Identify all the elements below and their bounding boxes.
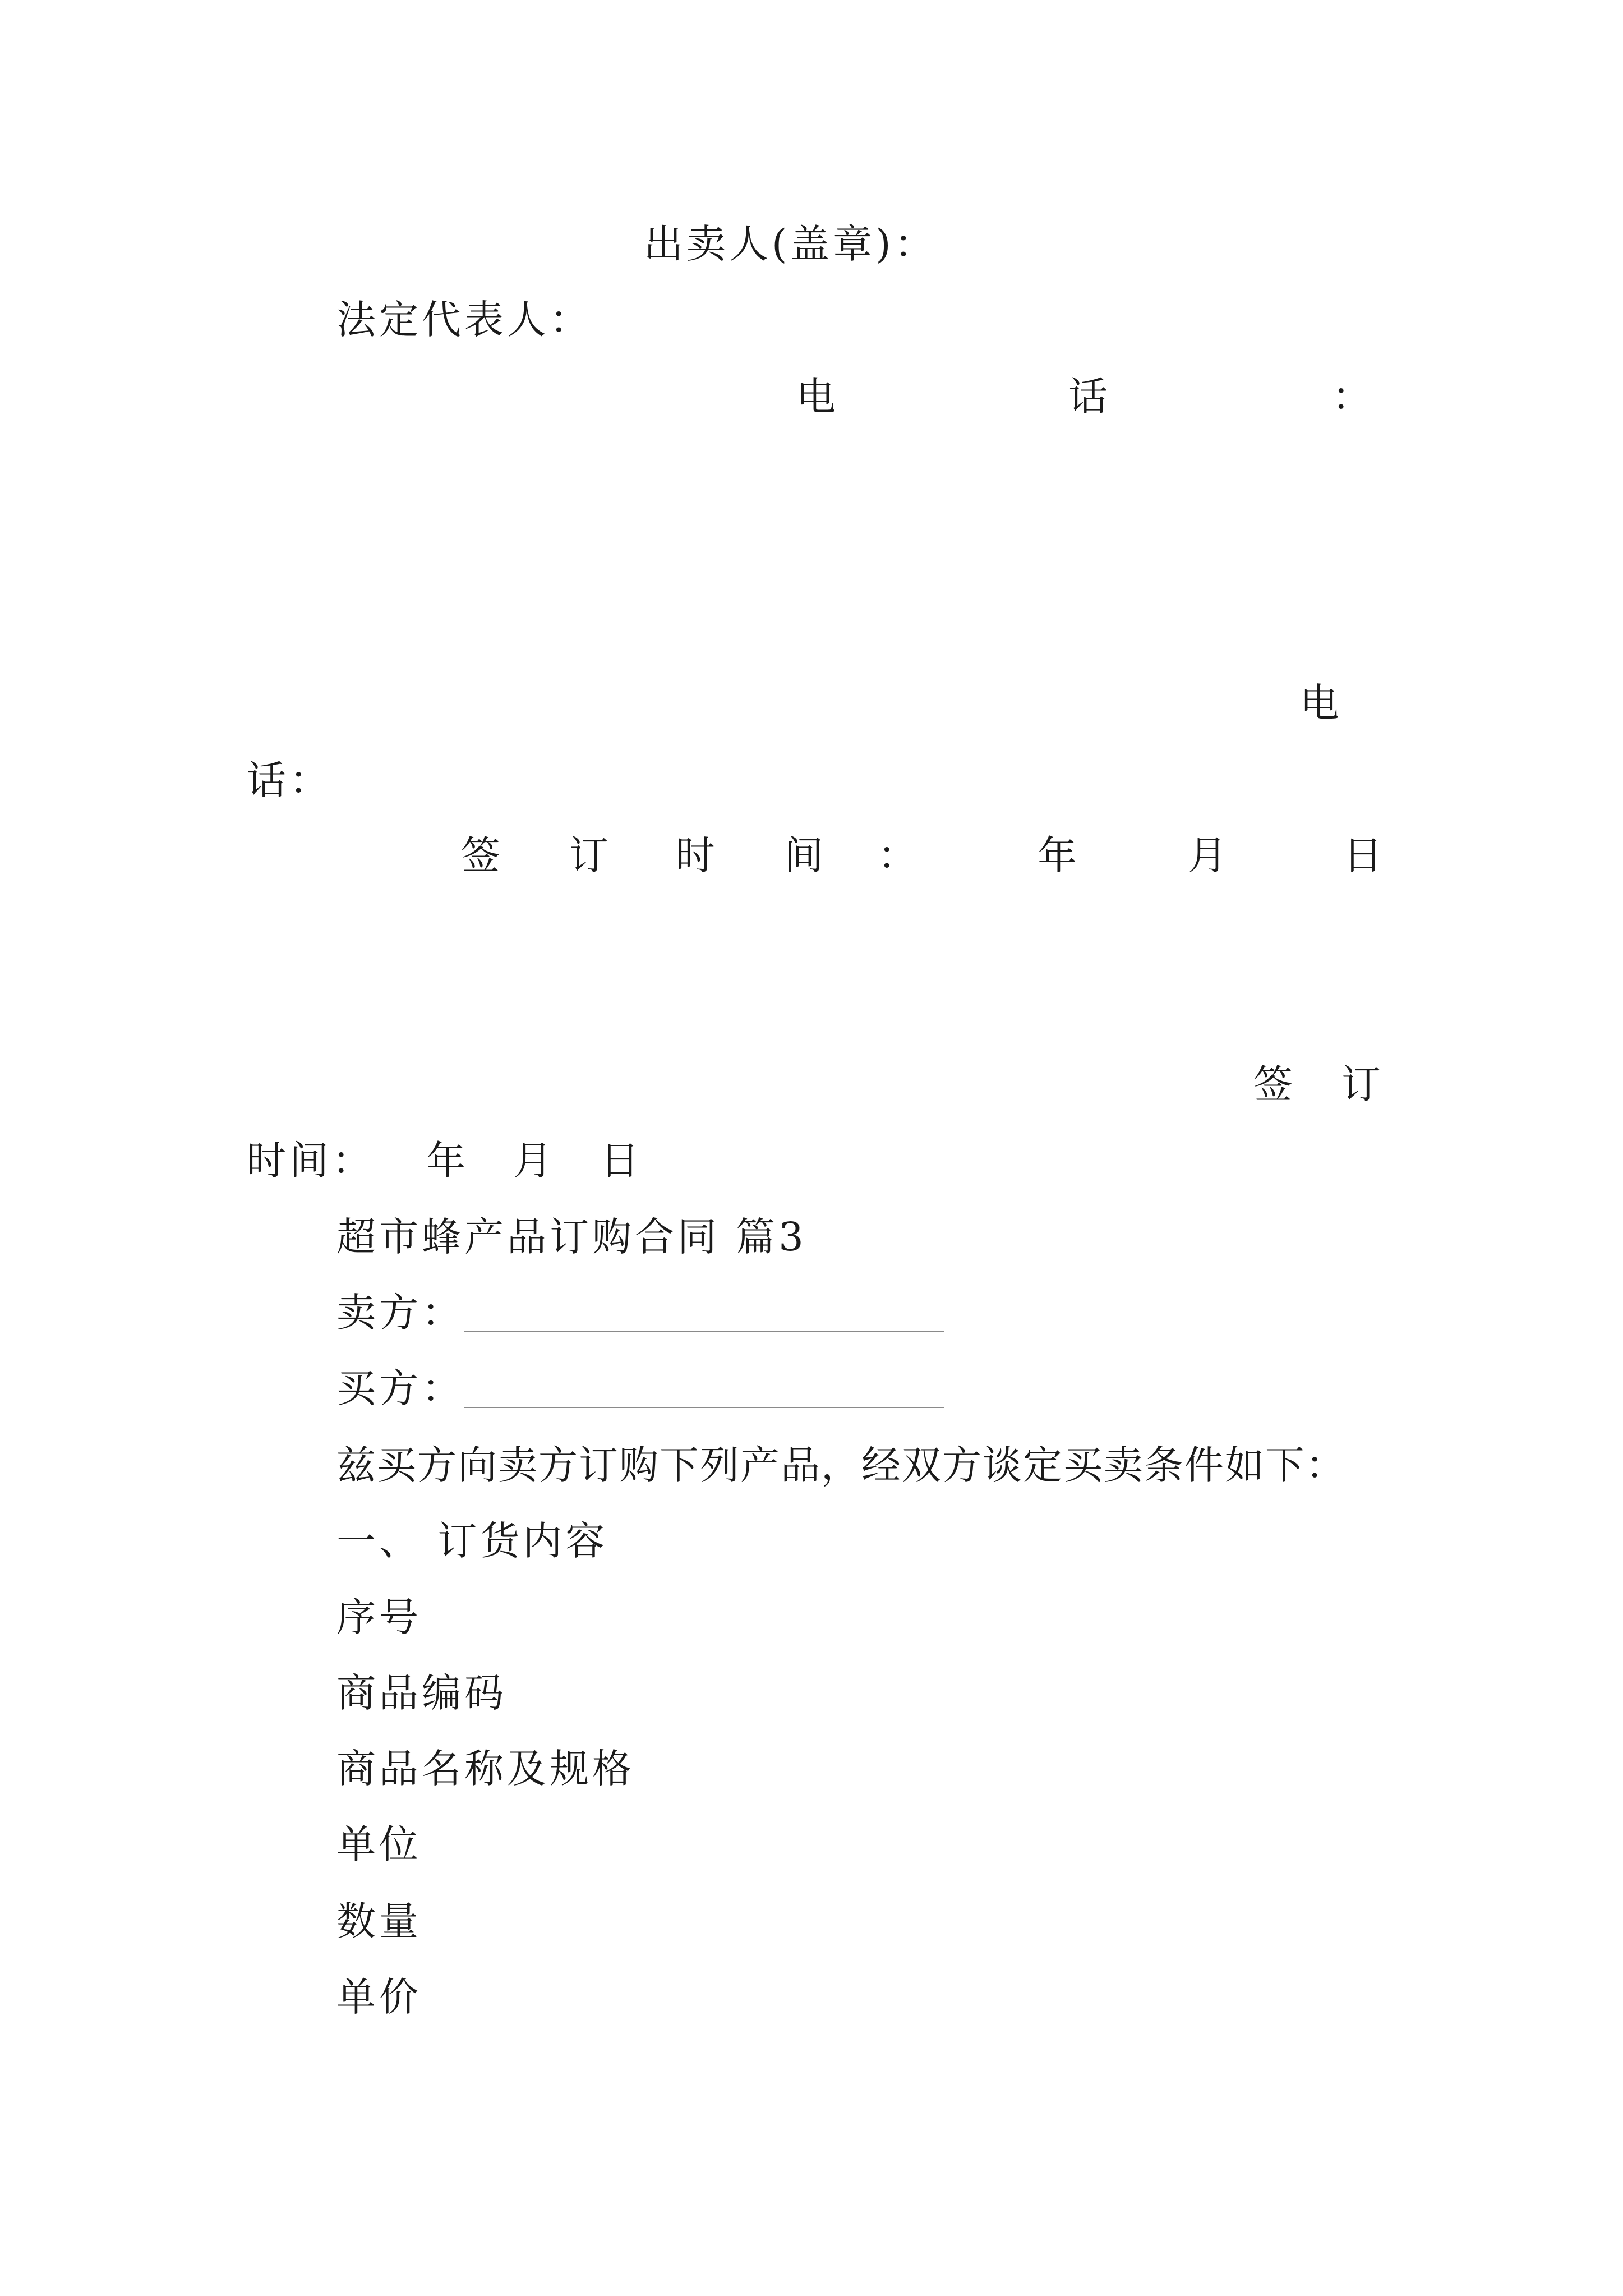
phone2-char-2: 话： xyxy=(247,757,332,803)
buyer-blank-line xyxy=(464,1407,944,1408)
sign2-month: 月 xyxy=(513,1138,556,1184)
seller-blank-line xyxy=(464,1331,944,1332)
sign2-char-1: 签 xyxy=(1253,1061,1296,1107)
buyer-label: 买方： xyxy=(336,1365,464,1411)
seller-seal-label: 出卖人(盖章)： xyxy=(644,221,937,267)
legal-rep-label: 法定代表人： xyxy=(336,297,592,343)
section-one-heading: 一、 订货内容 xyxy=(336,1518,608,1564)
field-product-name-spec: 商品名称及规格 xyxy=(336,1746,635,1792)
phone-char-2: 话 xyxy=(1068,374,1111,420)
sign-time-colon: ： xyxy=(878,832,920,878)
field-quantity: 数量 xyxy=(336,1898,422,1944)
sign2-day: 日 xyxy=(600,1138,643,1184)
seller-label: 卖方： xyxy=(336,1290,464,1336)
sign-time-char-1: 签 xyxy=(461,832,504,878)
sign-time-year: 年 xyxy=(1038,832,1080,878)
sign2-time-label: 时间： xyxy=(247,1138,375,1184)
phone-char-1: 电 xyxy=(796,374,839,420)
phone-colon: ： xyxy=(1332,374,1375,420)
intro-paragraph: 兹买方向卖方订购下列产品，经双方谈定买卖条件如下： xyxy=(336,1442,1346,1488)
sign-time-char-2: 订 xyxy=(569,832,612,878)
sign2-char-2: 订 xyxy=(1341,1061,1384,1107)
phone2-char-1: 电 xyxy=(1300,680,1343,726)
field-unit-price: 单价 xyxy=(336,1974,422,2020)
sign-time-char-3: 时 xyxy=(676,832,718,878)
sign-time-char-4: 间 xyxy=(784,832,827,878)
sign-time-month: 月 xyxy=(1188,832,1230,878)
sign-time-day: 日 xyxy=(1343,832,1386,878)
field-unit: 单位 xyxy=(336,1821,422,1867)
contract-title: 超市蜂产品订购合同 篇3 xyxy=(336,1214,807,1260)
field-serial: 序号 xyxy=(336,1594,422,1640)
sign2-year: 年 xyxy=(426,1138,469,1184)
field-product-code: 商品编码 xyxy=(336,1670,507,1716)
